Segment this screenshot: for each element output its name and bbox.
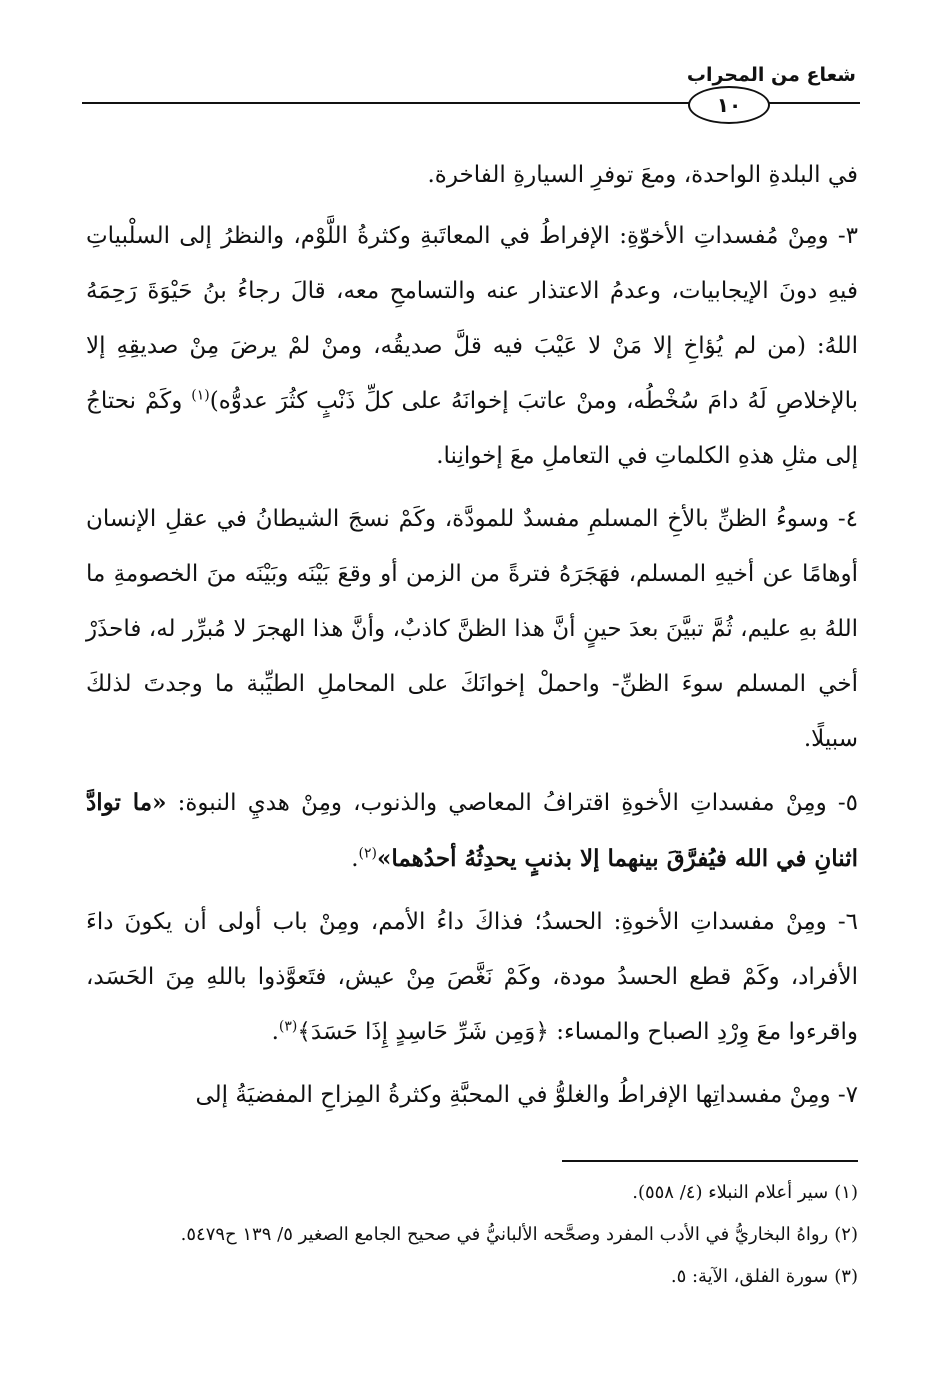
footnote-text: سورة الفلق، الآية: ٥. — [670, 1266, 829, 1287]
paragraph-point-5-intro: ٥- ومِنْ مفسداتِ الأخوةِ اقترافُ المعاصي والذنوب، ومِنْ هديِ النبوة: — [166, 790, 858, 816]
footnote-ref-2: (٢) — [358, 845, 377, 862]
paragraph-point-7: ٧- ومِنْ مفسداتِها الإفراطُ والغلوُّ في المحبَّةِ وكثرةُ المِزاحِ المفضيَةُ إلى — [195, 1082, 858, 1108]
footnote-number: (٢) — [834, 1224, 858, 1245]
footnote-ref-3: (٣) — [278, 1018, 298, 1035]
paragraph-1: في البلدةِ الواحدة، ومعَ توفرِ السيارةِ الفاخرة. — [427, 162, 858, 188]
footnote-text: سير أعلام النبلاء (٤/ ٥٥٨). — [632, 1182, 829, 1203]
footnote-rule — [562, 1160, 858, 1162]
footnote-text: رواهُ البخاريُّ في الأدب المفرد وصحَّحه الألبانيُّ في صحيح الجامع الصغير ٥/ ١٣٩ ح٥٤٧٩. — [180, 1224, 829, 1245]
paragraph-point-6 — [86, 895, 858, 1060]
quran-verse: ﴿وَمِن شَرِّ حَاسِدٍ إِذَا حَسَدَ﴾ — [297, 1019, 549, 1045]
paragraph-point-6-tail: . — [271, 1019, 279, 1045]
footnote-3 — [86, 1258, 858, 1296]
hadith-quote: «ما توادَّ اثنانِ في الله فيُفرَّقَ بينهما إلا بذنبٍ يحدِثُهُ أحدُهما» — [86, 789, 858, 872]
running-title: شعاع من المحراب — [686, 64, 856, 86]
paragraph-point-5 — [86, 775, 858, 887]
footnote-ref-1: (١) — [191, 387, 210, 404]
footnote-2 — [86, 1216, 858, 1254]
body-text — [86, 148, 858, 1131]
footnotes — [86, 1174, 858, 1300]
paragraph-point-4: ٤- وسوءُ الظنِّ بالأخِ المسلمِ مفسدٌ للمودَّة، وكَمْ نسجَ الشيطانُ في عقلِ الإنسان أوهامًا عن أخيهِ المسلم، فهَجَرَهُ فترةً من الزمن أو وقعَ بَيْنَه وبَيْنَه منَ الخصومةِ ما اللهُ بهِ عليم، ثُمَّ تبيَّنَ بعدَ حينٍ أنَّ هذا الظنَّ كاذبٌ، وأنَّ هذا الهجرَ لا مُبرِّر له، فاحذَرْ أخي المسلم سوءَ الظنِّ- واحملْ إخوانَكَ على المحاملِ الطيِّبة ما وجدتَ لذلكَ سبيلًا. — [86, 506, 858, 752]
footnote-number: (٣) — [834, 1266, 858, 1287]
paragraph-point-3-text: ٣- ومِنْ مُفسداتِ الأخوّةِ: الإفراطُ في المعاتَبةِ وكثرةُ اللَّوْم، والنظرُ إلى السلْبياتِ فيهِ دونَ الإيجابيات، وعدمُ الاعتذار عنه والتسامحِ معه، قالَ رجاءُ بنُ حَيْوَةَ رَحِمَهُ اللهُ: (من لم يُؤاخِ إلا مَنْ لا عَيْبَ فيه قلَّ صديقُه، ومنْ لمْ يرضَ مِنْ صديقِهِ إلا بالإخلاصِ لَهُ دامَ سُخْطُه، ومنْ عاتبَ إخوانَهُ على كلِّ ذَنْبٍ كثُرَ عدوُّه) — [86, 223, 859, 414]
paragraph-point-6-intro: ٦- ومِنْ مفسداتِ الأخوةِ: الحسدُ؛ فذاكَ داءُ الأمم، ومِنْ باب أولى أن يكونَ داءَ الأفراد، وكَمْ قطع الحسدُ مودة، وكَمْ نَغَّصَ مِنْ عيش، فتَعوَّذوا باللهِ مِنَ الحَسَد، واقرءوا معَ وِرْدِ الصباح والمساء: — [86, 909, 858, 1045]
paragraph-point-5-tail: . — [351, 846, 359, 872]
paragraph-point-3 — [86, 209, 858, 484]
footnote-1 — [86, 1174, 858, 1212]
footnote-number: (١) — [834, 1182, 858, 1203]
paragraph-point-3-tail: وكَمْ نحتاجُ إلى مثلِ هذهِ الكلماتِ في التعاملِ معَ إخوانِنا. — [86, 388, 858, 469]
page-number: ١٠ — [688, 86, 770, 124]
